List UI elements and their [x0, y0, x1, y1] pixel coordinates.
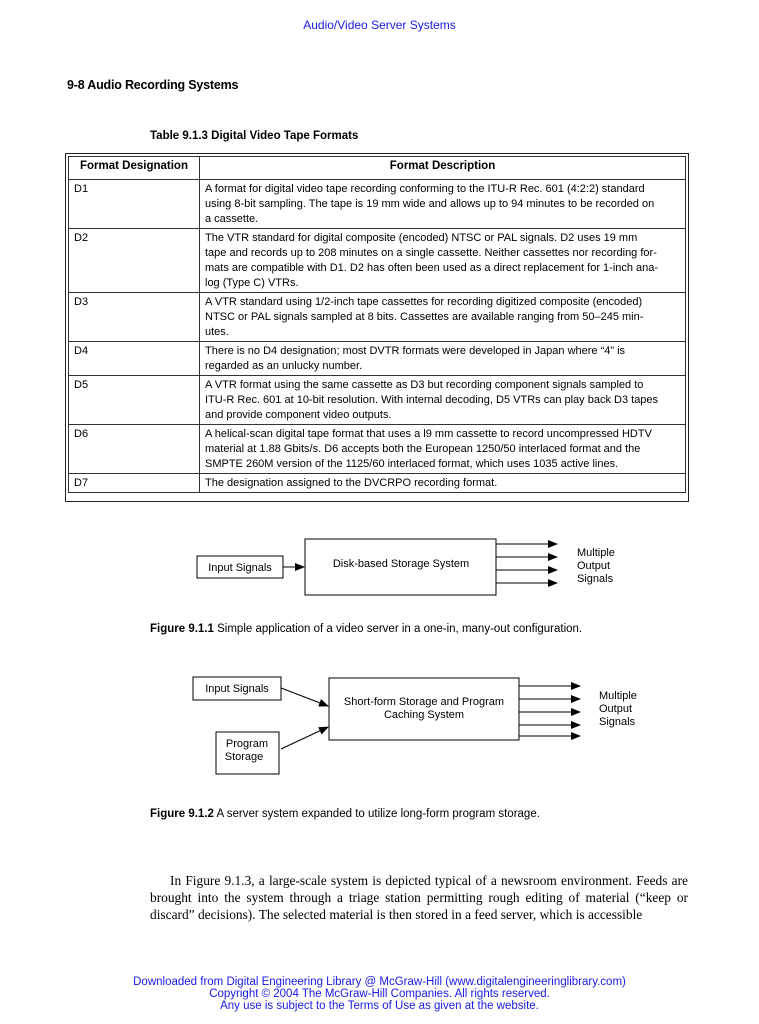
table-header-row	[69, 157, 686, 180]
output-label-line2: Output	[599, 703, 633, 715]
output-label-line3: Signals	[577, 573, 614, 585]
description-line: A helical-scan digital tape format that uses a l9 mm cassette to record uncompressed HDTV	[205, 428, 652, 440]
format-code-cell: D5	[69, 376, 200, 425]
description-line: regarded as an unlucky number.	[205, 360, 363, 372]
format-code-cell: D7	[69, 474, 200, 493]
figure-9-1-1-diagram	[0, 530, 759, 600]
description-line: NTSC or PAL signals sampled at 8 bits. Cassettes are available ranging from 50–245 min-	[205, 311, 644, 323]
program-storage-arrow	[281, 727, 328, 749]
output-label-line1: Multiple	[599, 690, 637, 702]
description-line: utes.	[205, 326, 229, 338]
description-line: The VTR standard for digital composite (encoded) NTSC or PAL signals. D2 uses 19 mm	[205, 232, 638, 244]
figure-9-1-2-diagram	[0, 670, 759, 780]
footer-terms-line[interactable]: Any use is subject to the Terms of Use as given at the website.	[220, 1000, 539, 1012]
figure-9-1-2-caption	[150, 808, 540, 820]
format-description-cell	[200, 376, 686, 425]
formats-table	[68, 156, 686, 493]
format-description-cell	[200, 425, 686, 474]
output-label-line1: Multiple	[577, 547, 615, 559]
figure-9-1-1-number: Figure 9.1.1	[150, 623, 214, 635]
output-label-line2: Output	[577, 560, 611, 572]
figure-9-1-1-text: Simple application of a video server in a one-in, many-out configuration.	[213, 623, 583, 635]
table-row	[69, 342, 686, 376]
description-line: SMPTE 260M version of the 1125/60 interlaced format, which uses 1035 active lines.	[205, 458, 619, 470]
short-form-storage-line2: Caching System	[383, 709, 465, 721]
storage-system-label: Disk-based Storage System	[332, 558, 470, 570]
description-line: ITU-R Rec. 601 at 10-bit resolution. With internal decoding, D5 VTRs can play back D3 tapes	[205, 394, 659, 406]
description-line: A VTR format using the same cassette as D3 but recording component signals sampled to	[205, 379, 644, 391]
description-line: A format for digital video tape recording conforming to the ITU-R Rec. 601 (4:2:2) standard	[205, 183, 645, 195]
format-description-cell	[200, 293, 686, 342]
program-storage-line2: Storage	[224, 751, 264, 763]
description-line: tape and records up to 208 minutes on a single cassette. Neither cassettes nor recording for-	[205, 247, 657, 259]
format-code-cell: D2	[69, 229, 200, 293]
table-row	[69, 180, 686, 229]
format-description-cell	[200, 229, 686, 293]
description-line: There is no D4 designation; most DVTR formats were developed in Japan where “4” is	[205, 345, 626, 357]
figure-9-1-2-text: A server system expanded to utilize long-form program storage.	[213, 808, 540, 820]
table-row	[69, 229, 686, 293]
table-row	[69, 474, 686, 493]
format-description-cell	[200, 342, 686, 376]
description-line: log (Type C) VTRs.	[205, 277, 299, 289]
running-head: Audio/Video Server Systems	[303, 18, 456, 32]
format-description-cell	[200, 474, 686, 493]
footer	[0, 976, 759, 1012]
table-body	[69, 180, 686, 493]
section-heading: 9-8 Audio Recording Systems	[67, 78, 239, 92]
table-caption: Table 9.1.3 Digital Video Tape Formats	[150, 130, 359, 142]
table-row	[69, 293, 686, 342]
footer-download-line[interactable]: Downloaded from Digital Engineering Library @ McGraw-Hill (www.digitalengineeringlibrary.com)	[133, 976, 626, 988]
description-line: using 8-bit sampling. The tape is 19 mm wide and allows up to 94 minutes to be recorded on	[205, 198, 655, 210]
figure-9-1-2-number: Figure 9.1.2	[150, 808, 214, 820]
short-form-storage-line1: Short-form Storage and Program	[343, 696, 505, 708]
description-line: and provide component video outputs.	[205, 409, 392, 421]
body-paragraph: In Figure 9.1.3, a large-scale system is depicted typical of a newsroom environment. Feeds are brought into the system through a triage station permitting rough editing of material (“keep or discard” decisions). The selected material is then stored in a feed server, which is accessible	[150, 873, 688, 922]
program-storage-line1: Program	[225, 738, 269, 750]
description-line: material at 1.88 Gbits/s. D6 accepts both the European 1250/50 interlaced format and the	[205, 443, 641, 455]
input-signals-label: Input Signals	[208, 562, 272, 574]
format-code-cell: D6	[69, 425, 200, 474]
header-format-designation: Format Designation	[69, 157, 200, 180]
description-line: A VTR standard using 1/2-inch tape cassettes for recording digitized composite (encoded)	[205, 296, 643, 308]
description-line: mats are compatible with D1. D2 has often been used as a direct replacement for 1-inch ana-	[205, 262, 659, 274]
input-arrow	[281, 688, 328, 706]
format-description-cell	[200, 180, 686, 229]
description-line: The designation assigned to the DVCRPO recording format.	[205, 477, 498, 489]
table-row	[69, 376, 686, 425]
description-line: a cassette.	[205, 213, 259, 225]
input-signals-label: Input Signals	[205, 683, 269, 695]
format-code-cell: D4	[69, 342, 200, 376]
output-label-line3: Signals	[599, 716, 636, 728]
format-code-cell: D3	[69, 293, 200, 342]
body-text	[150, 872, 688, 923]
table-row	[69, 425, 686, 474]
header-format-description: Format Description	[200, 157, 686, 180]
footer-copyright-line[interactable]: Copyright © 2004 The McGraw-Hill Companies. All rights reserved.	[209, 988, 550, 1000]
figure-9-1-1-caption	[150, 623, 582, 635]
format-code-cell: D1	[69, 180, 200, 229]
